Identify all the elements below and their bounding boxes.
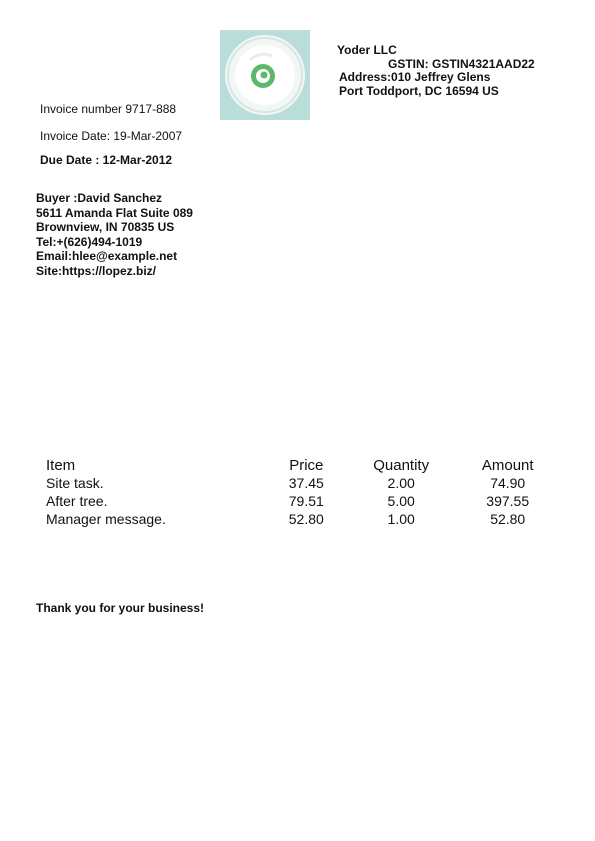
company-address-line1: Address:010 Jeffrey Glens [339, 70, 491, 84]
buyer-name: Buyer :David Sanchez [36, 191, 163, 205]
table-row [40, 492, 560, 510]
cell-price: 52.80 [288, 511, 324, 527]
invoice-number: Invoice number 9717-888 [40, 102, 177, 116]
buyer-site: Site:https://lopez.biz/ [36, 263, 156, 278]
cell-amount: 74.90 [490, 475, 526, 491]
buyer-block [36, 191, 193, 278]
due-date: Due Date : 12-Mar-2012 [40, 153, 173, 167]
company-gstin: GSTIN: GSTIN4321AAD22 [388, 57, 535, 71]
header-amount: Amount [481, 456, 534, 474]
company-name: Yoder LLC [337, 43, 397, 57]
table-row [40, 474, 560, 492]
cell-quantity: 2.00 [387, 475, 415, 491]
items-header-row [40, 456, 560, 474]
header-quantity: Quantity [373, 456, 430, 474]
header-price: Price [289, 456, 324, 474]
buyer-tel: Tel:+(626)494-1019 [36, 234, 143, 249]
cell-price: 79.51 [288, 493, 324, 509]
company-address-line2: Port Toddport, DC 16594 US [339, 84, 499, 98]
cell-item: Site task. [46, 475, 104, 491]
buyer-email: Email:hlee@example.net [36, 249, 178, 263]
logo-swirl-icon [220, 30, 310, 120]
cell-price: 37.45 [288, 475, 324, 491]
cell-item: After tree. [46, 493, 108, 509]
header-item: Item [46, 456, 76, 474]
buyer-street: 5611 Amanda Flat Suite 089 [36, 205, 193, 220]
cell-quantity: 1.00 [387, 511, 415, 527]
company-logo [220, 30, 310, 120]
cell-amount: 397.55 [486, 493, 530, 509]
table-row [40, 510, 560, 528]
cell-item: Manager message. [46, 511, 166, 527]
thank-you-note: Thank you for your business! [36, 601, 205, 615]
cell-amount: 52.80 [490, 511, 526, 527]
invoice-date: Invoice Date: 19-Mar-2007 [40, 129, 183, 143]
cell-quantity: 5.00 [387, 493, 415, 509]
buyer-city: Brownview, IN 70835 US [36, 220, 175, 234]
items-table [40, 456, 560, 528]
